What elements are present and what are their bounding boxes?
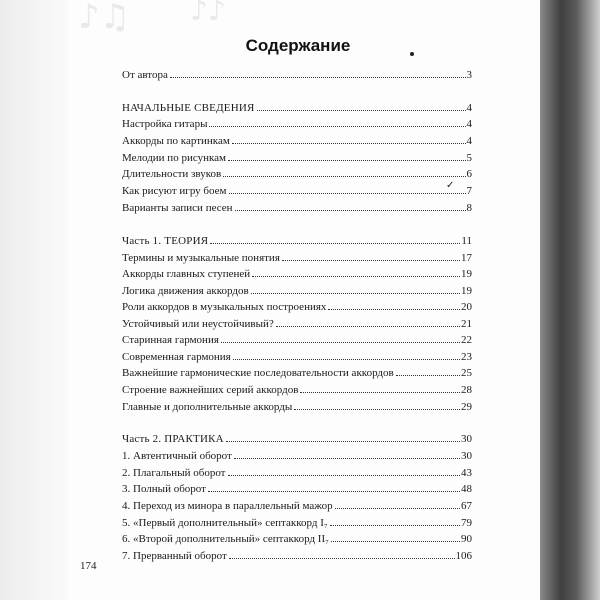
toc-entry — [122, 183, 472, 197]
pencil-tick-mark: ✓ — [446, 180, 455, 191]
toc-entry — [122, 332, 472, 346]
scan-background — [0, 0, 75, 600]
dot-leader — [228, 475, 461, 476]
toc-entry — [122, 515, 472, 529]
toc-entry — [122, 531, 472, 545]
toc-entry-page: 8 — [466, 202, 472, 214]
toc-entry — [122, 166, 472, 180]
toc-entry-label: 6. «Второй дополнительный» септаккорд II₇ — [122, 533, 329, 545]
dot-leader — [223, 176, 465, 177]
toc-entry — [122, 116, 472, 130]
dot-leader — [294, 409, 460, 410]
toc-entry-page: 5 — [466, 152, 472, 164]
toc-entry-label: НАЧАЛЬНЫЕ СВЕДЕНИЯ — [122, 102, 255, 114]
dot-leader — [257, 110, 466, 111]
toc-entry-label: Важнейшие гармонические последовательности аккордов — [122, 367, 394, 379]
toc-entry-page: 67 — [461, 500, 472, 512]
toc-entry — [122, 431, 472, 445]
toc-entry — [122, 349, 472, 363]
toc-entry-label: Логика движения аккордов — [122, 285, 249, 297]
toc-entry — [122, 399, 472, 413]
dot-leader — [228, 160, 466, 161]
toc-entry-label: Варианты записи песен — [122, 202, 233, 214]
toc-entry-page: 17 — [461, 252, 472, 264]
toc-entry-label: Часть 2. ПРАКТИКА — [122, 433, 224, 445]
dot-leader — [226, 441, 460, 442]
toc-entry — [122, 133, 472, 147]
toc-entry — [122, 481, 472, 495]
toc-entry-page: 30 — [461, 450, 472, 462]
toc-entry — [122, 283, 472, 297]
dot-leader — [221, 342, 460, 343]
toc-entry — [122, 100, 472, 114]
book-binding — [540, 0, 600, 600]
dot-leader — [208, 491, 460, 492]
toc-entry — [122, 67, 472, 81]
dot-leader — [330, 525, 460, 526]
toc-entry — [122, 365, 472, 379]
dot-leader — [232, 143, 466, 144]
toc-entry-page: 25 — [461, 367, 472, 379]
dot-leader — [300, 392, 460, 393]
toc-entry-label: 5. «Первый дополнительный» септаккорд I₇ — [122, 517, 328, 529]
music-note-watermark-icon: ♪♪ — [190, 0, 226, 27]
toc-entry — [122, 266, 472, 280]
toc-entry-label: Устойчивый или неустойчивый? — [122, 318, 274, 330]
music-note-watermark-icon: ♪♫ — [78, 0, 131, 37]
toc-entry-page: 22 — [461, 334, 472, 346]
toc-entry — [122, 200, 472, 214]
ink-dot — [410, 52, 414, 56]
toc-entry — [122, 382, 472, 396]
toc-entry — [122, 465, 472, 479]
dot-leader — [252, 276, 460, 277]
toc-entry-page: 90 — [461, 533, 472, 545]
toc-entry-label: Термины и музыкальные понятия — [122, 252, 280, 264]
dot-leader — [328, 309, 460, 310]
toc-entry-label: Мелодии по рисункам — [122, 152, 226, 164]
toc-entry-label: Роли аккордов в музыкальных построениях — [122, 301, 327, 313]
toc-entry — [122, 548, 472, 562]
toc-entry-page: 30 — [461, 433, 472, 445]
toc-entry-page: 48 — [461, 483, 472, 495]
dot-leader — [170, 77, 466, 78]
toc-entry-label: 1. Автентичный оборот — [122, 450, 232, 462]
dot-leader — [229, 558, 455, 559]
toc-entry-page: 4 — [466, 102, 472, 114]
dot-leader — [331, 541, 460, 542]
toc-entry-page: 79 — [461, 517, 472, 529]
toc-entry-page: 29 — [461, 401, 472, 413]
toc-entry-page: 20 — [461, 301, 472, 313]
page-number: 174 — [80, 560, 97, 572]
toc-entry-label: Аккорды главных ступеней — [122, 268, 251, 280]
toc-entry-page: 23 — [461, 351, 472, 363]
dot-leader — [276, 326, 460, 327]
toc-entry — [122, 150, 472, 164]
toc-entry-page: 21 — [461, 318, 472, 330]
dot-leader — [209, 126, 465, 127]
toc-entry-label: Часть 1. ТЕОРИЯ — [122, 235, 209, 247]
toc-entry-page: 19 — [461, 268, 472, 280]
toc-entry-label: 7. Прерванный оборот — [122, 550, 227, 562]
toc-entry-label: Аккорды по картинкам — [122, 135, 230, 147]
toc-entry-label: Как рисуют игру боем — [122, 185, 227, 197]
toc-entry-page: 43 — [461, 467, 472, 479]
toc-entry-label: От автора — [122, 69, 168, 81]
toc-entry-page: 11 — [461, 235, 472, 247]
dot-leader — [233, 359, 460, 360]
dot-leader — [396, 375, 460, 376]
toc-entry-label: Длительности звуков — [122, 168, 222, 180]
toc-entry — [122, 316, 472, 330]
dot-leader — [335, 508, 460, 509]
toc-entry-page: 19 — [461, 285, 472, 297]
toc-entry-label: Старинная гармония — [122, 334, 219, 346]
toc-entry-page: 4 — [466, 118, 472, 130]
toc-entry-label: Строение важнейших серий аккордов — [122, 384, 299, 396]
toc-entry-label: 4. Переход из минора в параллельный мажор — [122, 500, 333, 512]
toc-entry-page: 7 — [466, 185, 472, 197]
dot-leader — [234, 458, 460, 459]
toc-entry-label: 2. Плагальный оборот — [122, 467, 226, 479]
toc-entry — [122, 233, 472, 247]
toc-entry-label: Главные и дополнительные аккорды — [122, 401, 293, 413]
dot-leader — [235, 210, 466, 211]
toc-entry-page: 4 — [466, 135, 472, 147]
toc-entry — [122, 448, 472, 462]
dot-leader — [282, 260, 460, 261]
toc-entry-page: 6 — [466, 168, 472, 180]
dot-leader — [229, 193, 466, 194]
toc-entry-page: 3 — [466, 69, 472, 81]
toc-entry — [122, 299, 472, 313]
toc-entry-page: 28 — [461, 384, 472, 396]
toc-entry-label: Настройка гитары — [122, 118, 208, 130]
toc-entry-page: 106 — [455, 550, 472, 562]
dot-leader — [251, 293, 460, 294]
dot-leader — [210, 243, 460, 244]
page-title: Содержание — [245, 36, 351, 55]
toc-entry — [122, 250, 472, 264]
toc-entry-label: Современная гармония — [122, 351, 231, 363]
toc-entry — [122, 498, 472, 512]
toc-entry-label: 3. Полный оборот — [122, 483, 206, 495]
